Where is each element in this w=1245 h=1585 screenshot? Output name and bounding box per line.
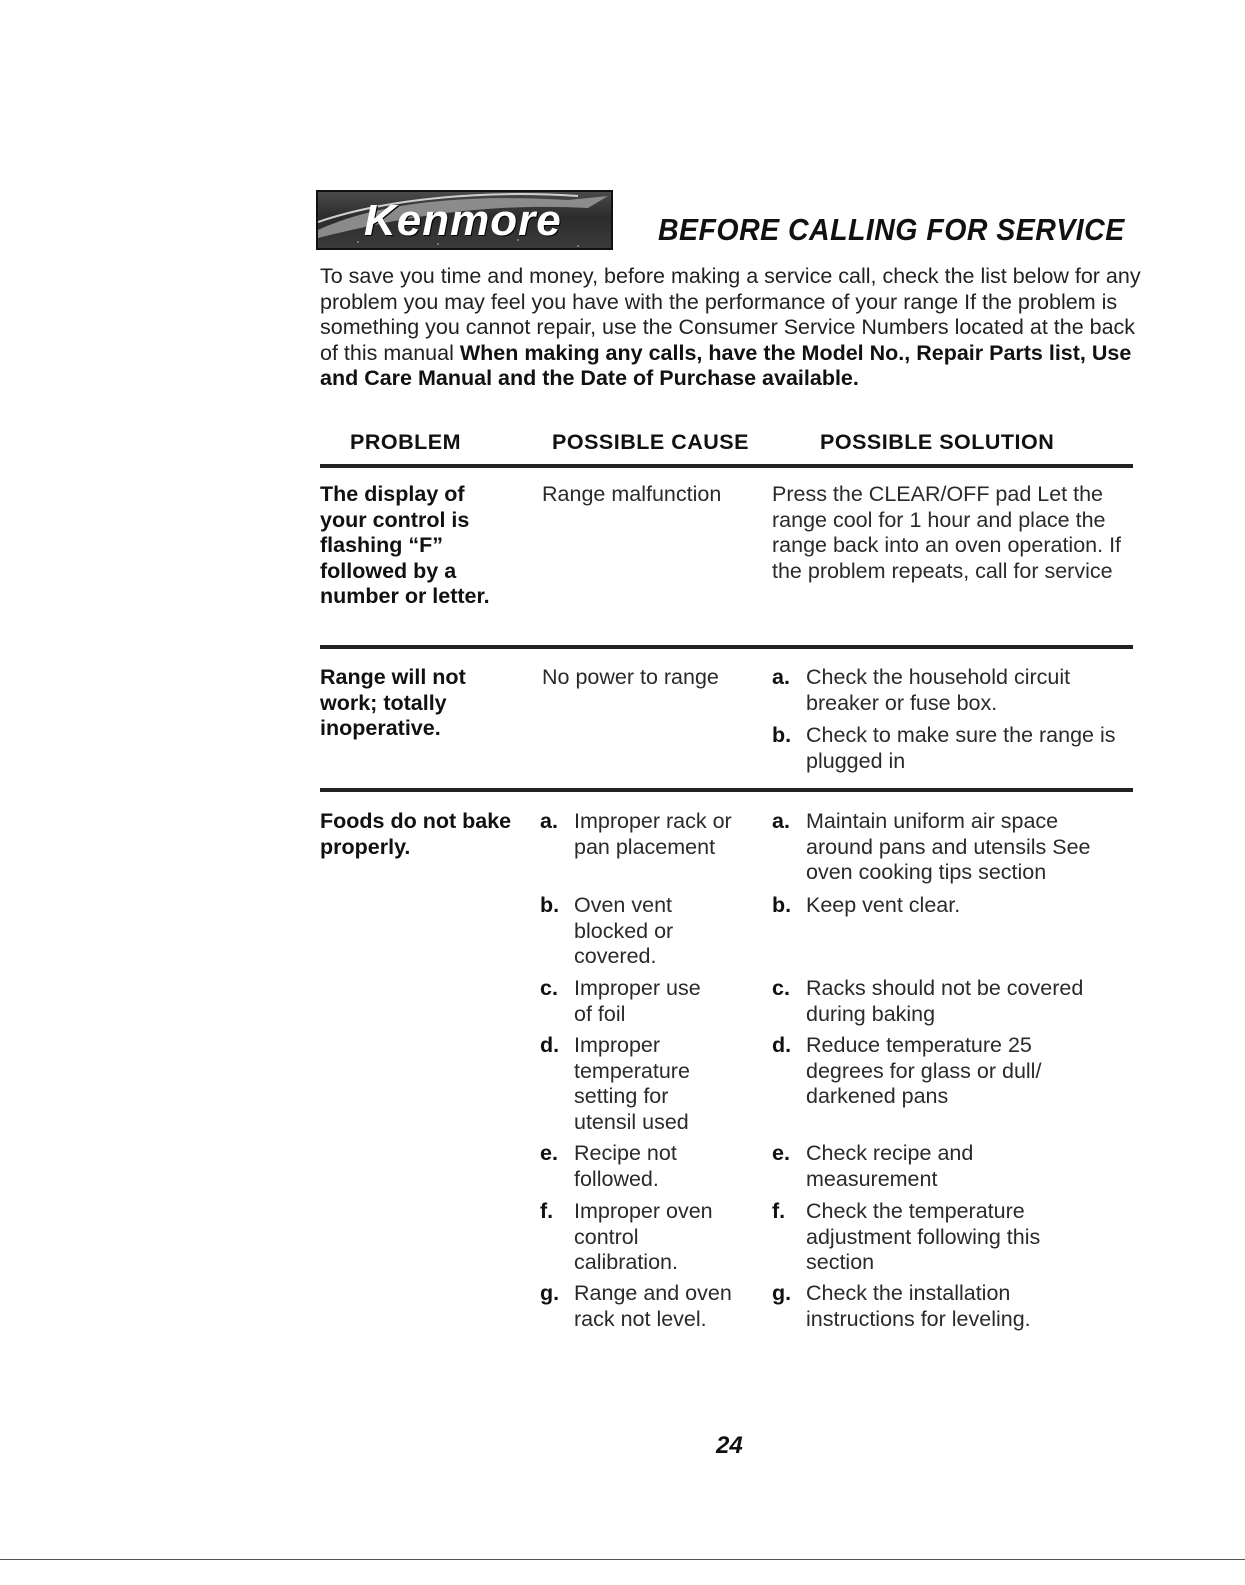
row3-solution-c-text: Racks should not be covered during baking <box>806 976 1084 1026</box>
page-title: BEFORE CALLING FOR SERVICE <box>658 212 1125 247</box>
row2-solution-a-letter: a. <box>772 665 790 689</box>
page-bottom-edge <box>0 1559 1245 1560</box>
row1-problem: The display of your control is flashing “F” followed by a number or letter. <box>320 482 490 608</box>
row2-divider <box>320 788 1133 792</box>
row3-cause-a-letter: a. <box>540 809 558 833</box>
column-header-cause: POSSIBLE CAUSE <box>552 430 749 454</box>
row3-solution-g-letter: g. <box>772 1281 792 1305</box>
column-header-solution: POSSIBLE SOLUTION <box>820 430 1055 454</box>
header-divider <box>320 464 1133 468</box>
row3-solution-e-text: Check recipe and measurement <box>806 1141 974 1191</box>
row2-solution-a-text: Check the household circuit breaker or fuse box. <box>806 665 1071 715</box>
row3-cause-c-text: Improper use of foil <box>574 976 701 1026</box>
row2-cause: No power to range <box>542 665 719 689</box>
row3-solution-d-letter: d. <box>772 1033 792 1057</box>
intro-text: To save you time and money, before making a service call, check the list below for any problem you may feel you have with the performance of your range If the problem is something you cannot repair, use the Consumer Service Numbers located at the back of this manual <box>320 264 1141 365</box>
row3-solution-a-letter: a. <box>772 809 790 833</box>
row3-solution-b-text: Keep vent clear. <box>806 893 961 917</box>
row3-cause-f-letter: f. <box>540 1199 554 1223</box>
row2-solution-b <box>772 723 1140 775</box>
row2-solution-b-letter: b. <box>772 723 792 747</box>
intro-paragraph <box>320 264 1150 392</box>
kenmore-logo <box>316 190 613 250</box>
row3-cause-b-letter: b. <box>540 893 560 917</box>
row3-cause-d-text: Improper temperature setting for utensil used <box>574 1033 690 1134</box>
row3-cause-e-letter: e. <box>540 1141 558 1165</box>
row3-solution-g-text: Check the installation instructions for leveling. <box>806 1281 1031 1331</box>
row3-solution-b-letter: b. <box>772 893 792 917</box>
logo-text: Kenmore <box>364 196 562 245</box>
row3-solution-a-text: Maintain uniform air space around pans and utensils See oven cooking tips section <box>806 809 1091 884</box>
row3-solution-e-letter: e. <box>772 1141 790 1165</box>
row3-cause-f-text: Improper oven control calibration. <box>574 1199 713 1274</box>
row3-solution-c-letter: c. <box>772 976 790 1000</box>
row3-cause-e-text: Recipe not followed. <box>574 1141 677 1191</box>
row1-solution: Press the CLEAR/OFF pad Let the range cool for 1 hour and place the range back into an oven operation. If the problem repeats, call for service <box>772 482 1122 583</box>
row2-solution-a <box>772 665 1140 717</box>
row3-cause-b-text: Oven vent blocked or covered. <box>574 893 674 968</box>
row3-problem: Foods do not bake properly. <box>320 809 512 859</box>
row3-cause-c-letter: c. <box>540 976 558 1000</box>
row3-solution-f-letter: f. <box>772 1199 786 1223</box>
row2-solution-b-text: Check to make sure the range is plugged in <box>806 723 1116 773</box>
row3-solution-f-text: Check the temperature adjustment following this section <box>806 1199 1041 1274</box>
page-number: 24 <box>716 1432 743 1459</box>
intro-bold-text: When making any calls, have the Model No., Repair Parts list, Use and Care Manual and the Date of Purchase available. <box>320 340 1132 390</box>
row1-divider <box>320 645 1133 649</box>
row3-cause-g-letter: g. <box>540 1281 560 1305</box>
row3-cause-d-letter: d. <box>540 1033 560 1057</box>
row3-cause-g-text: Range and oven rack not level. <box>574 1281 732 1331</box>
row1-cause: Range malfunction <box>542 482 722 506</box>
column-header-problem: PROBLEM <box>350 430 461 454</box>
row2-problem: Range will not work; totally inoperative. <box>320 665 466 740</box>
row3-cause-a-text: Improper rack or pan placement <box>574 809 732 859</box>
row3-solution-d-text: Reduce temperature 25 degrees for glass or dull/ darkened pans <box>806 1033 1042 1108</box>
